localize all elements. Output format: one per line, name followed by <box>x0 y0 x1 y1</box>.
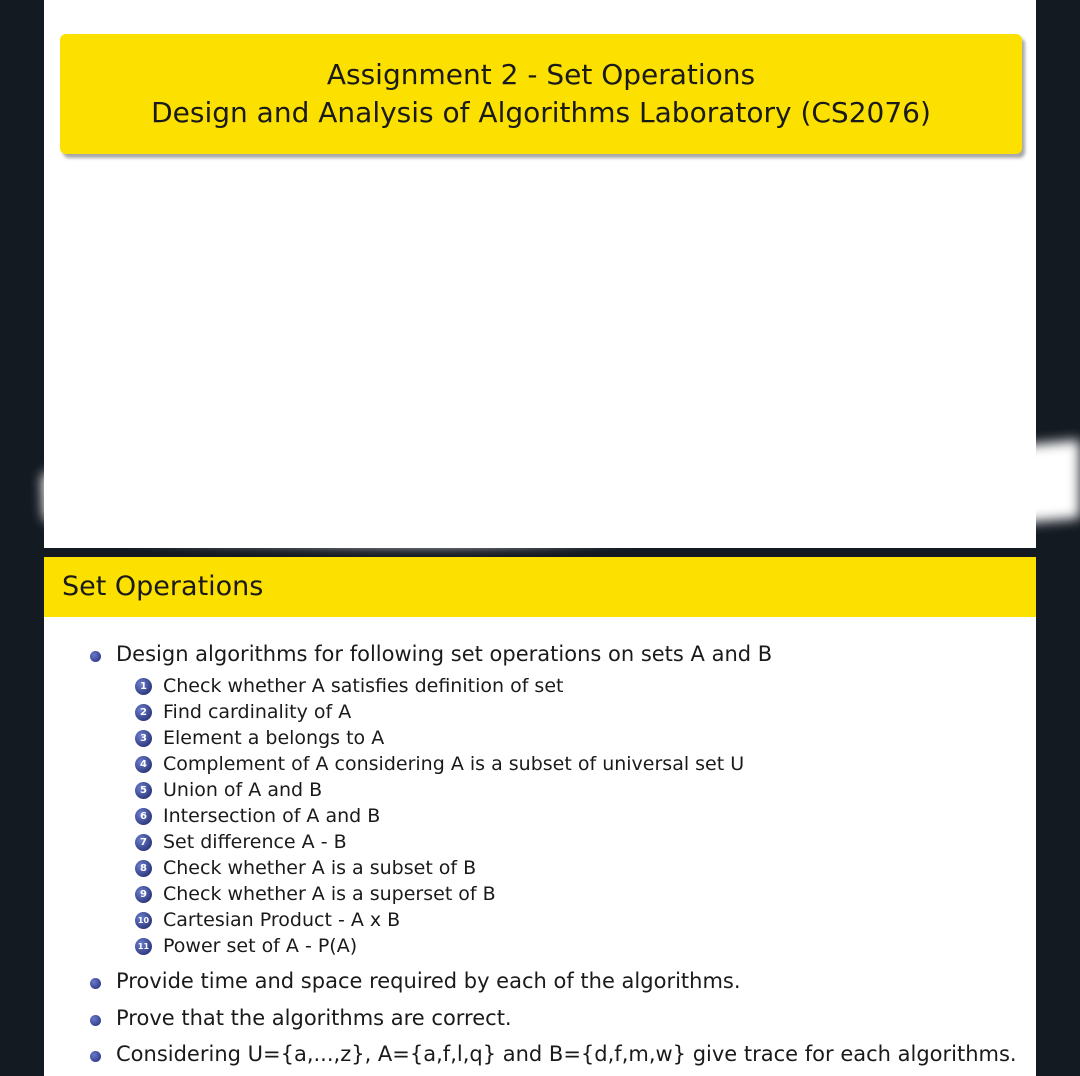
number-3-icon: 3 <box>135 730 152 747</box>
operation-item: Set difference A - B <box>163 831 347 853</box>
number-11-icon: 11 <box>135 938 152 955</box>
frame-title: Set Operations <box>62 571 264 602</box>
number-1-icon: 1 <box>135 678 152 695</box>
operation-item: Find cardinality of A <box>163 701 352 723</box>
operation-item: Intersection of A and B <box>163 805 381 827</box>
course-title: Design and Analysis of Algorithms Laboratory (CS2076) <box>151 96 931 129</box>
number-2-icon: 2 <box>135 704 152 721</box>
operation-item: Element a belongs to A <box>163 727 385 749</box>
number-8-icon: 8 <box>135 860 152 877</box>
bullet-icon <box>90 651 101 662</box>
operation-item: Check whether A satisfies definition of set <box>163 675 564 697</box>
bullet-icon <box>90 978 101 989</box>
operation-item: Union of A and B <box>163 779 323 801</box>
operation-item: Cartesian Product - A x B <box>163 909 401 931</box>
number-10-icon: 10 <box>135 912 152 929</box>
number-4-icon: 4 <box>135 756 152 773</box>
assignment-title: Assignment 2 - Set Operations <box>326 58 756 91</box>
redaction-scribble <box>38 418 1080 548</box>
title-banner <box>60 34 1022 154</box>
operation-item: Complement of A considering A is a subset of universal set U <box>163 753 745 775</box>
frame-title-bar <box>44 557 1036 617</box>
bullet-icon <box>90 1051 101 1062</box>
bullet-time-space: Provide time and space required by each of the algorithms. <box>116 969 741 993</box>
bullet-prove-correct: Prove that the algorithms are correct. <box>116 1006 512 1030</box>
bullet-icon <box>90 1015 101 1026</box>
operation-item: Check whether A is a subset of B <box>163 857 477 879</box>
number-9-icon: 9 <box>135 886 152 903</box>
number-5-icon: 5 <box>135 782 152 799</box>
content-slide <box>44 557 1036 1076</box>
number-6-icon: 6 <box>135 808 152 825</box>
number-7-icon: 7 <box>135 834 152 851</box>
bullet-trace: Considering U={a,...,z}, A={a,f,l,q} and B={d,f,m,w} give trace for each algorithms. <box>116 1042 1017 1066</box>
operation-item: Power set of A - P(A) <box>163 935 358 957</box>
operation-item: Check whether A is a superset of B <box>163 883 496 905</box>
bullet-design-algorithms: Design algorithms for following set operations on sets A and B <box>116 642 773 666</box>
